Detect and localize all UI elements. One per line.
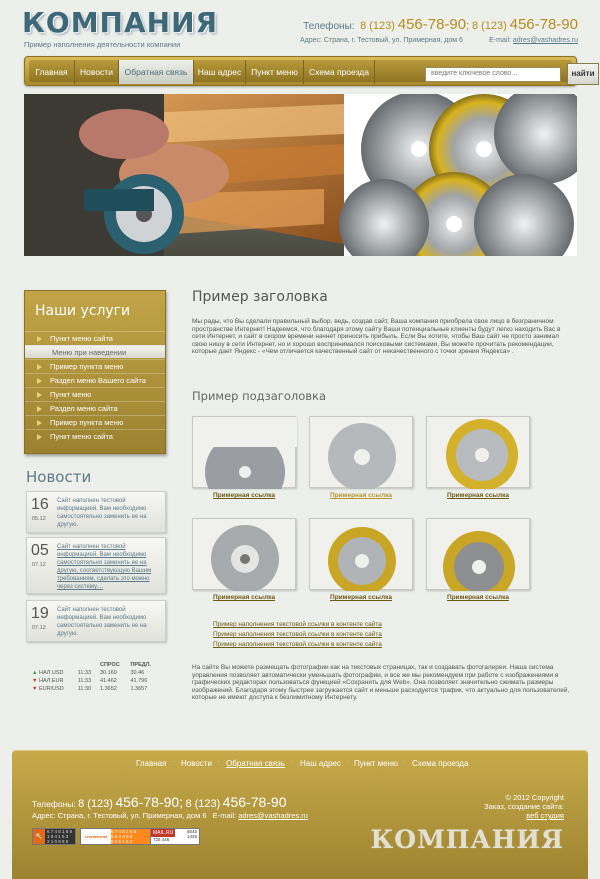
services-item-label: Меню при наведении <box>52 348 127 357</box>
arrow-icon <box>37 336 42 342</box>
gallery-thumb[interactable] <box>192 416 296 488</box>
nav-item-home[interactable]: Главная <box>29 60 75 84</box>
news-day: 19 <box>31 605 49 622</box>
nav-item-address[interactable]: Наш адрес <box>194 60 246 84</box>
hero-banner <box>24 94 577 256</box>
services-item-label: Пункт меню сайта <box>50 334 113 343</box>
page-title: Пример заголовка <box>192 289 328 305</box>
services-item[interactable] <box>25 415 165 428</box>
services-item[interactable] <box>25 359 165 372</box>
header <box>0 0 600 55</box>
arrow-icon <box>37 364 42 370</box>
arrow-icon <box>37 406 42 412</box>
intro-paragraph: Мы рады, что Вы сделали правильный выбор, ведь, создав сайт, Ваша компания приобрела свое лицо в безграничном пространстве Интернет! Надеемся, что благодаря этому сайту Ваши потенциальные клиенты будут легко находить Вас в сети Интернет, и сайт в скором времени начнет приносить прибыль. Если Вы хотите, чтобы Ваш сайт не просто занимал свою нишу в сети Интернет, но и хорошо воспринимался поисковыми системами, Вы можете прочитать рекомендации, которые дает Яндекс - «Чем отличается качественный сайт от некачественного с точки зрения Яндекса» . <box>192 318 561 355</box>
header-phones: Телефоны: 8 (123) 456-78-90; 8 (123) 456-78-90 <box>303 16 578 33</box>
services-item[interactable] <box>25 331 165 344</box>
services-item-label: Пример пункта меню <box>50 362 124 371</box>
services-item[interactable] <box>25 429 165 442</box>
search-button[interactable]: найти <box>567 63 599 85</box>
footer-nav-home[interactable]: Главная <box>136 759 167 768</box>
footer-nav-feedback[interactable]: Обратная связь <box>226 759 285 768</box>
down-arrow-icon: ▼ <box>32 686 38 692</box>
rates-table <box>30 661 160 693</box>
news-link[interactable]: Сайт наполнен тестовой информацией. Вам необходимо самостоятельно заменить ее на другую, соответствующую Вашим требованиям, сделать это можно через систему.... <box>57 544 152 590</box>
services-item-label: Пример пункта меню <box>50 418 124 427</box>
services-title: Наши услуги <box>35 303 131 319</box>
footer: Главная · Новости · Обратная связь · Наш адрес · Пункт меню · Схема проезда Телефоны: 8 (123) 456-78-90; 8 (123) 456-78-90 Адрес: Страна, г. Тестовый, ул. Примерная, дом 6 E-mail: adres@vashadres.ru © 2012 Copyright Заказ, создание сайта: веб студия КОМПАНИЯ ↖ 6 7 4 8 1 8 8 1 0 4 1 5 3 2 1 0 8 8 5 LiveInternet 6 7 4 8 1 8 8 8 8 4 4 0 8 9 4 5 1 5 3 MAIL.RU 5645 1425 725 446 <box>12 750 588 879</box>
hero-image <box>24 94 577 256</box>
news-day: 05 <box>31 542 49 559</box>
arrow-icon <box>37 420 42 426</box>
news-month: 05.12 <box>32 516 46 522</box>
saw-blade-image <box>427 417 531 489</box>
gallery-thumb[interactable] <box>426 518 530 590</box>
services-menu <box>24 290 166 454</box>
rates-row: ▼ НАЛ.EUR 11:33 41.462 41.796 <box>32 678 148 684</box>
news-day: 16 <box>31 496 49 513</box>
rates-col-buy: СПРОС <box>100 662 120 668</box>
site-logo[interactable]: КОМПАНИЯ <box>22 6 219 39</box>
gallery-thumb[interactable] <box>309 518 413 590</box>
mailru-counter[interactable]: MAIL.RU 5645 1425 725 446 <box>150 828 200 845</box>
news-item[interactable] <box>26 491 166 533</box>
gallery-thumb[interactable] <box>192 518 296 590</box>
main-nav <box>24 56 595 86</box>
nav-item-news[interactable]: Новости <box>75 60 119 84</box>
nav-item-menu[interactable]: Пункт меню <box>246 60 304 84</box>
footer-address: Адрес: Страна, г. Тестовый, ул. Примерная, дом 6 E-mail: adres@vashadres.ru <box>32 811 308 820</box>
text-link[interactable]: Пример наполнения текстовой ссылки в контенте сайта <box>213 641 382 648</box>
arrow-icon <box>37 434 42 440</box>
news-title: Новости <box>26 468 92 486</box>
counter-badge[interactable]: ↖ 6 7 4 8 1 8 8 1 0 4 1 5 3 2 1 0 8 8 5 <box>32 828 76 845</box>
saw-blade-image <box>310 417 414 489</box>
saw-blade-image <box>193 417 297 489</box>
footer-nav-news[interactable]: Новости <box>181 759 212 768</box>
services-item[interactable] <box>25 345 165 358</box>
services-item-label: Раздел меню сайта <box>50 404 118 413</box>
saw-blade-image <box>310 519 414 591</box>
phones-label: Телефоны: <box>303 21 355 32</box>
rates-row: ▼ EUR/USD 11:30 1.3652 1.3657 <box>32 686 148 692</box>
currency-rates <box>30 661 170 693</box>
rates-col-sell: ПРЕДЛ. <box>130 662 152 668</box>
arrow-icon <box>37 392 42 398</box>
rates-header <box>30 661 160 669</box>
email-link[interactable]: adres@vashadres.ru <box>512 37 578 44</box>
footer-copyright: © 2012 Copyright Заказ, создание сайта: веб студия <box>484 793 564 820</box>
news-item[interactable] <box>26 537 166 594</box>
footer-nav-address[interactable]: Наш адрес <box>300 759 341 768</box>
down-arrow-icon: ▼ <box>32 678 38 684</box>
gallery-link[interactable]: Примерная ссылка <box>447 594 509 601</box>
gallery-link[interactable]: Примерная ссылка <box>213 594 275 601</box>
gallery-thumb[interactable] <box>426 416 530 488</box>
saw-blade-image <box>193 519 297 591</box>
footer-logo: КОМПАНИЯ <box>370 825 564 854</box>
text-links <box>213 620 382 650</box>
nav-item-directions[interactable]: Схема проезда <box>304 60 375 84</box>
photos-paragraph: На сайте Вы можете размещать фотографии как на текстовых страницах, так и создавать фотогалереи. Наша система управления позволяет автоматически уменьшать фотографии, и все же мы рекомендуем при работе с изображениями в графических редакторах пользоваться функцией «Сохранить для Web». Она позволяет значительно сжимать размеры изображений. Благодаря этому быстрее загружается сайт и меньше расходуется трафик, что актуально для пользователей, которые не имеют доступа к безлимитному Интернету. <box>192 664 570 701</box>
gallery-thumb[interactable] <box>309 416 413 488</box>
news-month: 07.12 <box>32 562 46 568</box>
gallery-link[interactable]: Примерная ссылка <box>447 492 509 499</box>
services-item-label: Раздел меню Вашего сайта <box>50 376 146 385</box>
search-input[interactable]: введите ключевое слово... <box>425 67 561 82</box>
gallery-link[interactable]: Примерная ссылка <box>330 492 392 499</box>
footer-nav-menu[interactable]: Пункт меню <box>354 759 399 768</box>
news-text: Сайт наполнен тестовой информацией. Вам необходимо самостоятельно заменить ее на другую. <box>57 607 147 637</box>
gallery-link[interactable]: Примерная ссылка <box>330 594 392 601</box>
studio-link[interactable]: веб студия <box>526 811 564 820</box>
saw-blade-image <box>427 519 531 591</box>
news-month: 07.12 <box>32 625 46 631</box>
footer-phones: Телефоны: 8 (123) 456-78-90; 8 (123) 456-78-90 <box>32 794 287 810</box>
services-item[interactable] <box>25 387 165 400</box>
header-email <box>489 37 578 44</box>
text-link[interactable]: Пример наполнения текстовой ссылки в контенте сайта <box>213 621 382 628</box>
services-item-label: Пункт меню сайта <box>50 432 113 441</box>
footer-nav-directions[interactable]: Схема проезда <box>412 759 469 768</box>
rates-row: ▲ НАЛ.USD 11:33 30.169 30.46 <box>32 670 145 676</box>
phone-number: 456-78-90 <box>397 16 467 33</box>
text-link[interactable]: Пример наполнения текстовой ссылки в контенте сайта <box>213 631 382 638</box>
liveinternet-counter[interactable]: LiveInternet 6 7 4 8 1 8 8 8 8 4 4 0 8 9 4 5 1 5 3 <box>80 828 154 845</box>
news-text: Сайт наполнен тестовой информацией. Вам необходимо самостоятельно заменить ее на другую. <box>57 498 147 528</box>
arrow-icon: ↖ <box>33 829 45 844</box>
news-item[interactable] <box>26 600 166 642</box>
email-label: E-mail: <box>489 37 511 44</box>
gallery-link[interactable]: Примерная ссылка <box>213 492 275 499</box>
phone-number: 456-78-90 <box>509 16 578 33</box>
up-arrow-icon: ▲ <box>32 670 38 676</box>
arrow-icon <box>37 378 42 384</box>
nav-item-feedback[interactable]: Обратная связь <box>119 60 194 84</box>
header-address: Адрес: Страна, г. Тестовый, ул. Примерная, дом 6 <box>300 37 463 44</box>
tagline: Пример наполнения деятельности компании <box>24 40 181 49</box>
phone-code: 8 (123) <box>471 20 507 32</box>
services-item[interactable] <box>25 401 165 414</box>
services-item[interactable] <box>25 373 165 386</box>
phone-code: 8 (123) <box>360 20 395 32</box>
services-item-label: Пункт меню <box>50 390 92 399</box>
subheading: Пример подзаголовка <box>192 389 327 403</box>
footer-email-link[interactable]: adres@vashadres.ru <box>238 811 308 820</box>
